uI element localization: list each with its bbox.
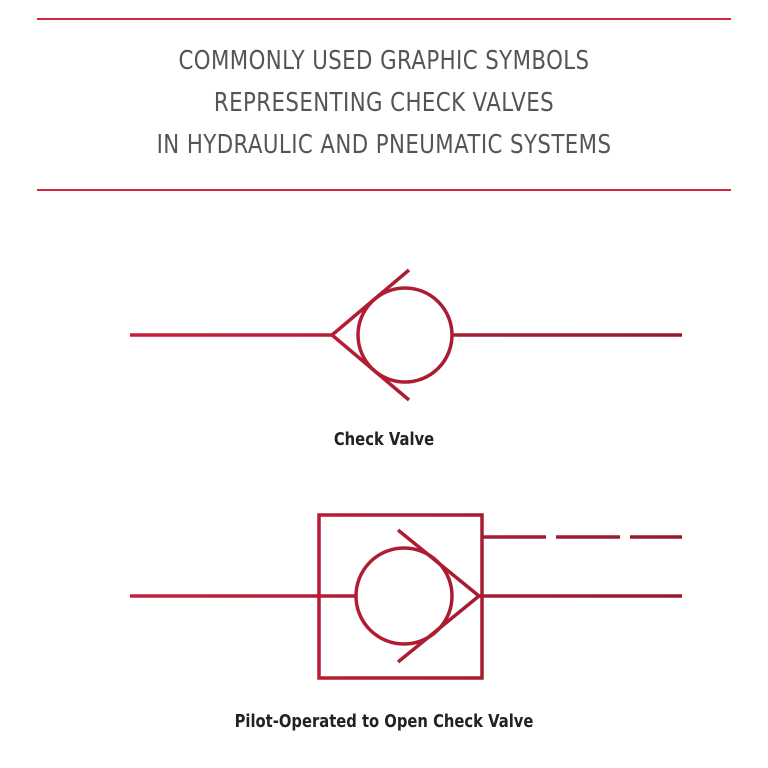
title-line-2: REPRESENTING CHECK VALVES (213, 88, 555, 118)
pilot-operated-check-valve-symbol (130, 515, 682, 678)
check-valve-symbol (130, 270, 682, 400)
pilot-operated-caption: Pilot-Operated to Open Check Valve (234, 711, 534, 732)
title-line-1: COMMONLY USED GRAPHIC SYMBOLS (178, 46, 590, 76)
check-valve-ball (358, 288, 452, 382)
title-line-3: IN HYDRAULIC AND PNEUMATIC SYSTEMS (156, 130, 612, 160)
check-valve-caption: Check Valve (333, 429, 435, 450)
